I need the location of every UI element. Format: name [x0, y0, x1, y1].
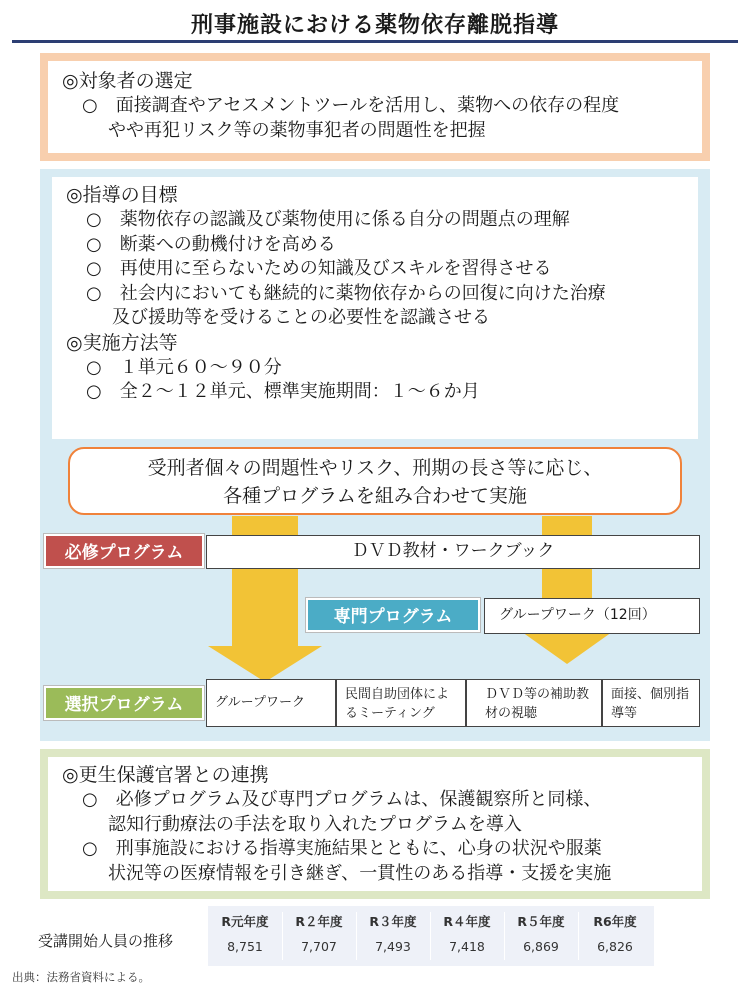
target-item — [62, 119, 688, 144]
target-item: ○ 面接調査やアセスメントツールを活用し、薬物への依存の程度 — [82, 95, 620, 116]
cooperation-heading: ◎更生保護官署との連携 — [62, 764, 269, 786]
goal-item: ○ 断薬への動機付けを高める — [86, 233, 336, 255]
goal-item: ○ 再使用に至らないための知識及びスキルを習得させる — [86, 258, 552, 279]
title-divider — [12, 40, 738, 43]
trend-value: 6,826 — [597, 939, 633, 954]
elective-cell-group-work: グループワーク — [206, 679, 336, 727]
elective-cell-dvd-viewing: ＤＶＤ等の補助教材の視聴 — [466, 679, 602, 727]
trend-value: 8,751 — [227, 939, 263, 954]
combination-callout — [68, 447, 682, 515]
trend-header: R元年度 — [221, 914, 269, 929]
required-program-content: ＤＶＤ教材・ワークブック — [206, 535, 700, 569]
cooperation-item-continuation: 認知行動療法の手法を取り入れたプログラムを導入 — [108, 813, 522, 835]
elective-program-label: 選択プログラム — [44, 686, 204, 720]
trend-header: R４年度 — [443, 914, 491, 929]
specialized-program-content: グループワーク（12回） — [484, 598, 700, 634]
cooperation-item: ○ 刑事施設における指導実施結果とともに、心身の状況や服薬 — [82, 838, 602, 859]
trend-label: 受講開始人員の推移 — [38, 932, 174, 950]
trend-divider — [356, 912, 357, 960]
trend-header: R6年度 — [593, 914, 637, 929]
goal-item: ○ 社会内においても継続的に薬物依存からの回復に向けた治療 — [86, 282, 606, 304]
trend-divider — [578, 912, 579, 960]
method-item: ○ １単元６０～９０分 — [86, 356, 282, 378]
cooperation-panel — [40, 749, 710, 899]
trend-header: R３年度 — [369, 914, 417, 929]
target-heading: ◎対象者の選定 — [62, 70, 193, 92]
method-heading: ◎実施方法等 — [66, 331, 178, 354]
trend-divider — [430, 912, 431, 960]
elective-cell-interview: 面接、個別指導等 — [602, 679, 700, 727]
trend-divider — [504, 912, 505, 960]
trend-divider — [282, 912, 283, 960]
goal-item-continuation: 及び援助等を受けることの必要性を認識させる — [112, 307, 490, 328]
callout-line-1: 受刑者個々の問題性やリスク、刑期の長さ等に応じ、 — [147, 457, 603, 479]
cooperation-item-continuation: 状況等の医療情報を引き継ぎ、一貫性のある指導・支援を実施 — [108, 862, 612, 884]
page-title: 刑事施設における薬物依存離脱指導 — [190, 13, 559, 38]
trend-header: R２年度 — [295, 914, 343, 929]
goals-heading: ◎指導の目標 — [66, 184, 178, 206]
elective-cell-self-help-meeting: 民間自助団体によるミーティング — [336, 679, 466, 727]
trend-value: 7,418 — [449, 939, 485, 954]
method-item: ○ 全２～１２単元、標準実施期間：１～６か月 — [86, 381, 480, 402]
trend-value: 7,707 — [301, 939, 337, 954]
cooperation-item: ○ 必修プログラム及び専門プログラムは、保護観察所と同様、 — [82, 789, 602, 810]
trend-value: 6,869 — [523, 939, 559, 954]
required-program-label: 必修プログラム — [44, 534, 204, 568]
source-note: 出典：法務省資料による。 — [12, 970, 150, 984]
callout-line-2: 各種プログラムを組み合わせて実施 — [223, 485, 527, 507]
goal-item: ○ 薬物依存の認識及び薬物使用に係る自分の問題点の理解 — [86, 209, 570, 230]
target-item-continuation: やや再犯リスク等の薬物事犯者の問題性を把握 — [108, 119, 486, 141]
goals-method-box — [52, 177, 698, 439]
trend-header: R５年度 — [517, 914, 565, 929]
specialized-program-label: 専門プログラム — [306, 598, 480, 632]
target-selection-panel — [40, 53, 710, 161]
trend-value: 7,493 — [375, 939, 411, 954]
trend-table — [208, 906, 654, 966]
